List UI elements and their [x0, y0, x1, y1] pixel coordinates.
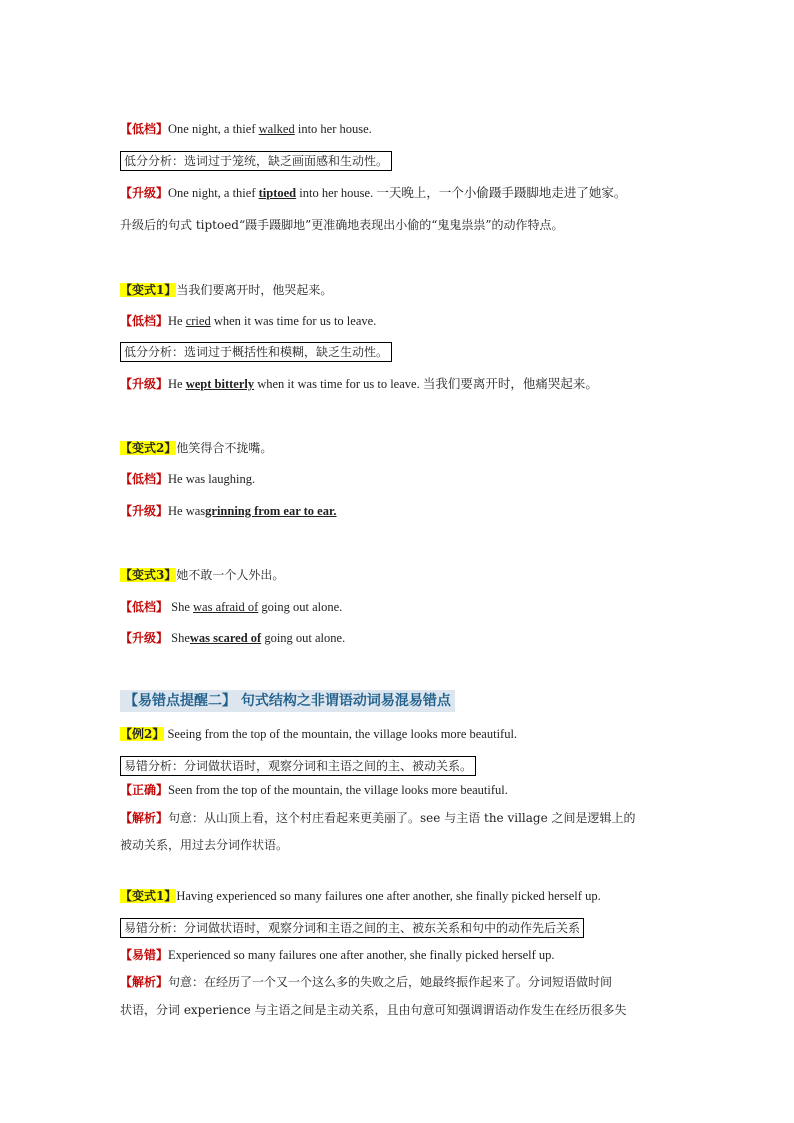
- variant1-upgrade-text-end: when it was time for us to leave. 当我们要离开时，他痛哭起来。: [254, 377, 598, 391]
- variant4-text: Having experienced so many failures one after another, she finally picked herself up.: [176, 889, 601, 903]
- variant1-upgrade-text: He: [168, 377, 186, 391]
- variant2-tag: 【变式2】: [120, 441, 177, 455]
- variant2-low-line: [120, 469, 255, 489]
- variant1-upgrade-line: [120, 374, 598, 394]
- variant2-low-text: He was laughing.: [168, 472, 256, 486]
- variant3-tag: 【变式3】: [120, 568, 177, 582]
- variant3-upgrade-tag: 【升级】: [120, 631, 169, 645]
- low-line: [120, 119, 372, 139]
- upgrade-line: [120, 183, 626, 203]
- example2-line: [120, 724, 517, 744]
- variant3-chinese: 她不敢一个人外出。: [176, 568, 285, 582]
- variant4-tag: 【变式1】: [120, 889, 177, 903]
- low-tag: 【低档】: [120, 122, 169, 136]
- variant4-analysis-line: [120, 918, 584, 938]
- example2-correct-tag: 【正确】: [120, 783, 169, 797]
- variant4-wrong-line: [120, 945, 555, 965]
- example2-analysis-line: [120, 756, 476, 776]
- analysis-box: 低分分析：选词过于笼统，缺乏画面感和生动性。: [120, 151, 392, 171]
- variant2-upgrade-underlined: grinning from ear to ear.: [205, 504, 337, 518]
- variant4-analysis-box: 易错分析：分词做状语时，观察分词和主语之间的主、被东关系和句中的动作先后关系: [120, 918, 584, 938]
- low-underlined: walked: [258, 122, 295, 136]
- variant1-low-tag: 【低档】: [120, 314, 169, 328]
- section2-title-line: [120, 690, 455, 712]
- upgrade-tag: 【升级】: [120, 186, 169, 200]
- variant4-line: [120, 886, 601, 906]
- example2-text: Seeing from the top of the mountain, the village looks more beautiful.: [164, 727, 518, 741]
- variant4-explain-text1: 句意：在经历了一个又一个这么多的失败之后，她最终振作起来了。分词短语做时间: [168, 975, 613, 989]
- variant2-heading: [120, 438, 272, 458]
- variant3-upgrade-text: She: [168, 631, 190, 645]
- variant1-heading: [120, 280, 332, 300]
- upgrade-underlined: tiptoed: [258, 186, 297, 200]
- variant3-heading: [120, 565, 284, 585]
- variant3-upgrade-line: [120, 628, 345, 648]
- variant1-low-text-end: when it was time for us to leave.: [210, 314, 377, 328]
- variant1-upgrade-underlined: wept bitterly: [185, 377, 255, 391]
- variant2-upgrade-line: [120, 501, 337, 521]
- variant3-low-line: [120, 597, 342, 617]
- variant1-analysis-line: [120, 342, 392, 362]
- upgrade-text: One night, a thief: [168, 186, 259, 200]
- variant1-tag: 【变式1】: [120, 283, 177, 297]
- variant4-explain-tag: 【解析】: [120, 975, 169, 989]
- example2-explain-line1: [120, 808, 636, 828]
- example2-explain-text1: 句意：从山顶上看，这个村庄看起来更美丽了。see 与主语 the village 之间是逻辑上的: [168, 811, 636, 825]
- analysis-line: [120, 151, 392, 171]
- variant4-wrong-tag: 【易错】: [120, 948, 169, 962]
- variant1-analysis-box: 低分分析：选词过于概括性和模糊，缺乏生动性。: [120, 342, 392, 362]
- variant3-upgrade-text-end: going out alone.: [261, 631, 346, 645]
- example2-tag: 【例2】: [120, 727, 165, 741]
- variant2-chinese: 他笑得合不拢嘴。: [176, 441, 273, 455]
- variant2-upgrade-text: He was: [168, 504, 206, 518]
- variant3-low-tag: 【低档】: [120, 600, 169, 614]
- variant3-upgrade-underlined: was scared of: [189, 631, 262, 645]
- example2-correct-line: [120, 780, 508, 800]
- variant3-low-text-end: going out alone.: [258, 600, 343, 614]
- variant3-low-text: She: [168, 600, 194, 614]
- variant3-low-underlined: was afraid of: [193, 600, 259, 614]
- variant1-upgrade-tag: 【升级】: [120, 377, 169, 391]
- variant4-explain-line1: [120, 972, 612, 992]
- example2-correct-text: Seen from the top of the mountain, the village looks more beautiful.: [168, 783, 508, 797]
- upgrade-text-end: into her house. 一天晚上，一个小偷蹑手蹑脚地走进了她家。: [296, 186, 627, 200]
- variant4-wrong-text: Experienced so many failures one after another, she finally picked herself up.: [168, 948, 555, 962]
- variant1-low-underlined: cried: [185, 314, 211, 328]
- variant2-upgrade-tag: 【升级】: [120, 504, 169, 518]
- example2-analysis-box: 易错分析：分词做状语时，观察分词和主语之间的主、被动关系。: [120, 756, 476, 776]
- variant1-chinese: 当我们要离开时，他哭起来。: [176, 283, 333, 297]
- low-text-end: into her house.: [294, 122, 372, 136]
- variant1-low-line: [120, 311, 376, 331]
- example2-explain-line2: 被动关系，用过去分词作状语。: [120, 838, 289, 852]
- variant1-low-text: He: [168, 314, 186, 328]
- low-text: One night, a thief: [168, 122, 259, 136]
- example2-explain-tag: 【解析】: [120, 811, 169, 825]
- note-line: 升级后的句式 tiptoed“蹑手蹑脚地”更准确地表现出小偷的“鬼鬼祟祟”的动作特点。: [120, 218, 564, 232]
- variant4-explain-line2: 状语，分词 experience 与主语之间是主动关系，且由句意可知强调谓语动作发生在经历很多失: [120, 1003, 627, 1017]
- section2-title: 【易错点提醒二】 句式结构之非谓语动词易混易错点: [120, 690, 455, 712]
- variant2-low-tag: 【低档】: [120, 472, 169, 486]
